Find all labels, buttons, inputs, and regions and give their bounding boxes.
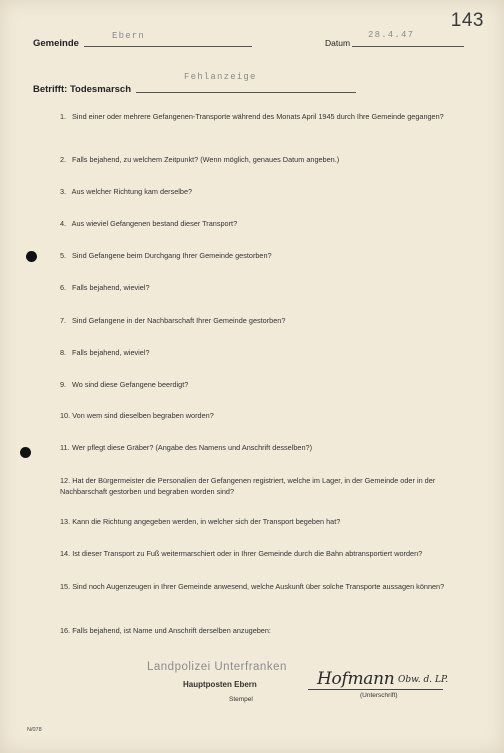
question-number: 8.: [60, 348, 67, 357]
question-number: 13.: [60, 517, 71, 526]
question-number: 6.: [60, 283, 67, 292]
question-number: 1.: [60, 112, 67, 121]
question-2: [60, 155, 476, 166]
question-text: Sind einer oder mehrere Gefangenen-Transporte während des Monats April 1945 durch Ihre Gemeinde gegangen?: [72, 112, 444, 121]
betrifft-label: Betrifft: Todesmarsch: [33, 84, 132, 95]
gemeinde-label: Gemeinde: [33, 38, 79, 49]
question-number: 10.: [60, 411, 71, 420]
question-text: Sind noch Augenzeugen in Ihrer Gemeinde anwesend, welche Auskunft über solche Transporte aussagen können?: [72, 582, 445, 591]
question-13: [60, 517, 476, 528]
datum-label: Datum: [325, 38, 351, 48]
question-11: [60, 443, 476, 454]
signature-name: Hofmann: [317, 669, 395, 689]
betrifft-value: Fehlanzeige: [184, 72, 257, 82]
question-7: [60, 316, 476, 327]
question-1: [60, 112, 476, 123]
question-text: Falls bejahend, wieviel?: [72, 348, 150, 357]
question-number: 15.: [60, 582, 71, 591]
question-16: [60, 626, 476, 637]
signature-line: [308, 689, 443, 690]
datum-value: 28.4.47: [368, 30, 415, 40]
signature-rank: Obw. d. LP.: [398, 675, 449, 685]
question-number: 2.: [60, 155, 67, 164]
signature-caption: (Unterschrift): [360, 692, 398, 699]
question-number: 11.: [60, 443, 70, 452]
question-text: Wer pflegt diese Gräber? (Angabe des Namens und Anschrift desselben?): [72, 443, 313, 452]
question-text: Wo sind diese Gefangene beerdigt?: [72, 380, 189, 389]
question-text: Von wem sind dieselben begraben worden?: [72, 411, 214, 420]
question-8: [60, 348, 476, 359]
question-text: Kann die Richtung angegeben werden, in welcher sich der Transport begeben hat?: [72, 517, 341, 526]
question-text: Falls bejahend, wieviel?: [72, 283, 150, 292]
question-number: 3.: [60, 187, 67, 196]
question-number: 7.: [60, 316, 67, 325]
question-6: [60, 283, 476, 294]
datum-line: [352, 46, 464, 47]
question-5: [60, 251, 476, 262]
stamp-authority: Landpolizei Unterfranken: [147, 661, 287, 673]
form-id: N/078: [27, 727, 42, 733]
question-text: Sind Gefangene beim Durchgang Ihrer Gemeinde gestorben?: [72, 251, 272, 260]
stamp-caption: Stempel: [229, 696, 253, 703]
question-text: Aus welcher Richtung kam derselbe?: [71, 187, 193, 196]
question-text: Ist dieser Transport zu Fuß weitermarschiert oder in Ihrer Gemeinde durch die Bahn abtransportiert worden?: [72, 549, 423, 558]
question-text: Falls bejahend, ist Name und Anschrift derselben anzugeben:: [72, 626, 271, 635]
question-3: [60, 187, 476, 198]
stamp-office: Hauptposten Ebern: [183, 680, 257, 689]
question-text: Falls bejahend, zu welchem Zeitpunkt? (Wenn möglich, genaues Datum angeben.): [72, 155, 340, 164]
question-10: [60, 411, 476, 422]
question-14: [60, 549, 476, 560]
question-number: 5.: [60, 251, 67, 260]
punch-hole-bottom: [20, 447, 31, 458]
folio-number: 143: [450, 10, 484, 31]
question-9: [60, 380, 476, 391]
question-number: 9.: [60, 380, 67, 389]
question-number: 14.: [60, 549, 71, 558]
punch-hole-top: [26, 251, 37, 262]
question-text: Sind Gefangene in der Nachbarschaft Ihrer Gemeinde gestorben?: [72, 316, 286, 325]
betrifft-line: [136, 92, 356, 93]
gemeinde-line: [84, 46, 252, 47]
question-number: 16.: [60, 626, 71, 635]
question-15: [60, 582, 476, 593]
gemeinde-value: Ebern: [112, 31, 146, 41]
question-number: 4.: [60, 219, 67, 228]
question-number: 12.: [60, 476, 71, 485]
question-4: [60, 219, 476, 230]
question-12: [60, 476, 476, 497]
question-text: Hat der Bürgermeister die Personalien der Gefangenen registriert, welche im Lager, in der Gemeinde oder in der Nachbarschaft gestorben und begraben worden sind?: [60, 476, 436, 496]
question-text: Aus wieviel Gefangenen bestand dieser Transport?: [71, 219, 238, 228]
